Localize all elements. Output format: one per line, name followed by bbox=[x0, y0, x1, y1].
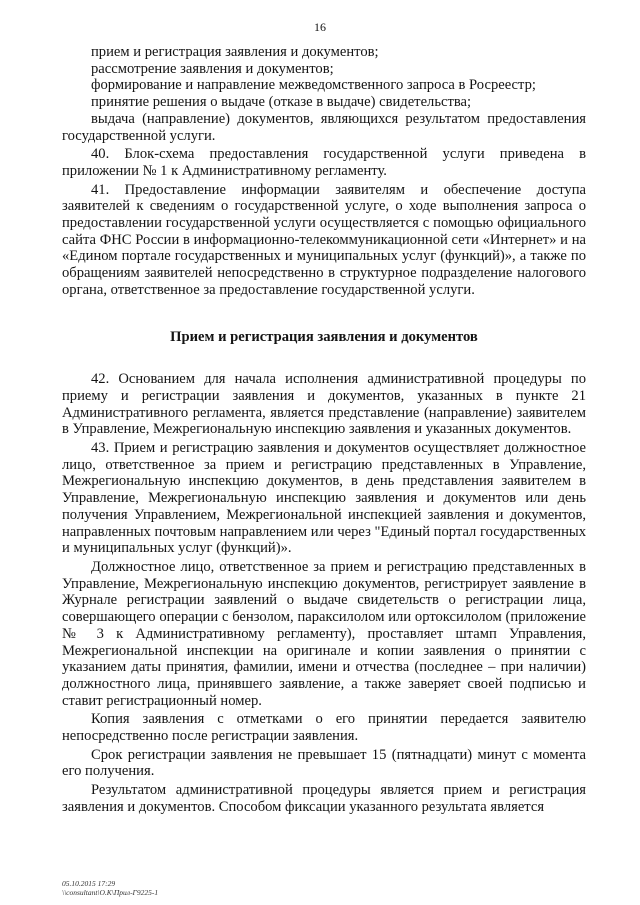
paragraph-official-registration: Должностное лицо, ответственное за прием и регистрацию представленных в Управление, Межрегиональную инспекцию документов, регистрирует заявление в Журнале регистрации заявлений о выдаче свидетельств о регистрации лица, совершающего операции с бензолом, параксилолом или ортоксилолом (приложение № 3 к Административному регламенту), проставляет штамп Управления, Межрегиональной инспекции на оригинале и копии заявления о принятии с указанием даты принятия, фамилии, имени и отчества (последнее – при наличии) должностного лица, принявшего заявление, а также заверяет своей подписью и ставит регистрационный номер. bbox=[62, 558, 586, 709]
paragraph-copy-transfer: Копия заявления с отметками о его принятии передается заявителю непосредственно после регистрации заявления. bbox=[62, 711, 586, 745]
list-item: рассмотрение заявления и документов; bbox=[91, 60, 334, 77]
paragraph-43: 43. Прием и регистрацию заявления и документов осуществляет должностное лицо, ответственное за прием и регистрацию представленных в Управление, Межрегиональную инспекцию документов, в день представления заявителем в Управление, Межрегиональную инспекцию заявления и документов или день получения Управлением, Межрегиональной инспекцией заявления и документов, направленных почтовым направлением или через "Единый портал государственных и муниципальных услуг (функций)». bbox=[62, 440, 586, 557]
footer-timestamp: 05.10.2015 17:29 bbox=[62, 879, 116, 888]
document-body bbox=[62, 44, 586, 816]
footer-file-path: \\consultant\O.K\Прил-Г9225-1 bbox=[62, 887, 159, 897]
paragraph-42: 42. Основанием для начала исполнения административной процедуры по приему и регистрации заявления и документов, указанных в пункте 21 Административного регламента, является представление (направление) заявителем в Управление, Межрегиональную инспекцию заявления и указанных документов. bbox=[62, 371, 586, 438]
section-heading: Прием и регистрация заявления и документов bbox=[170, 328, 478, 345]
paragraph-40: 40. Блок-схема предоставления государственной услуги приведена в приложении № 1 к Административному регламенту. bbox=[62, 146, 586, 179]
list-item: выдача (направление) документов, являющихся результатом предоставления государственной услуги. bbox=[62, 110, 586, 144]
paragraph-procedure-result: Результатом административной процедуры является прием и регистрация заявления и документов. Способом фиксации указанного результата является bbox=[62, 782, 586, 815]
list-item: принятие решения о выдаче (отказе в выдаче) свидетельства; bbox=[91, 94, 472, 111]
paragraph-41: 41. Предоставление информации заявителям и обеспечение доступа заявителей к сведениям о государственной услуге, о ходе выполнения запроса о предоставлении государственной услуги осуществляется с помощью официального сайта ФНС России в информационно-телекоммуникационной сети «Интернет» и на «Едином портале государственных и муниципальных услуг (функций)», а также по обращениям заявителей непосредственно в структурное подразделение налогового органа, ответственное за предоставление государственной услуги. bbox=[62, 181, 586, 298]
list-item: прием и регистрация заявления и документов; bbox=[91, 44, 379, 60]
list-item: формирование и направление межведомственного запроса в Росреестр; bbox=[91, 77, 536, 94]
footer bbox=[62, 880, 158, 897]
paragraph-registration-term: Срок регистрации заявления не превышает 15 (пятнадцати) минут с момента его получения. bbox=[62, 746, 586, 780]
page-number: 16 bbox=[314, 20, 326, 34]
